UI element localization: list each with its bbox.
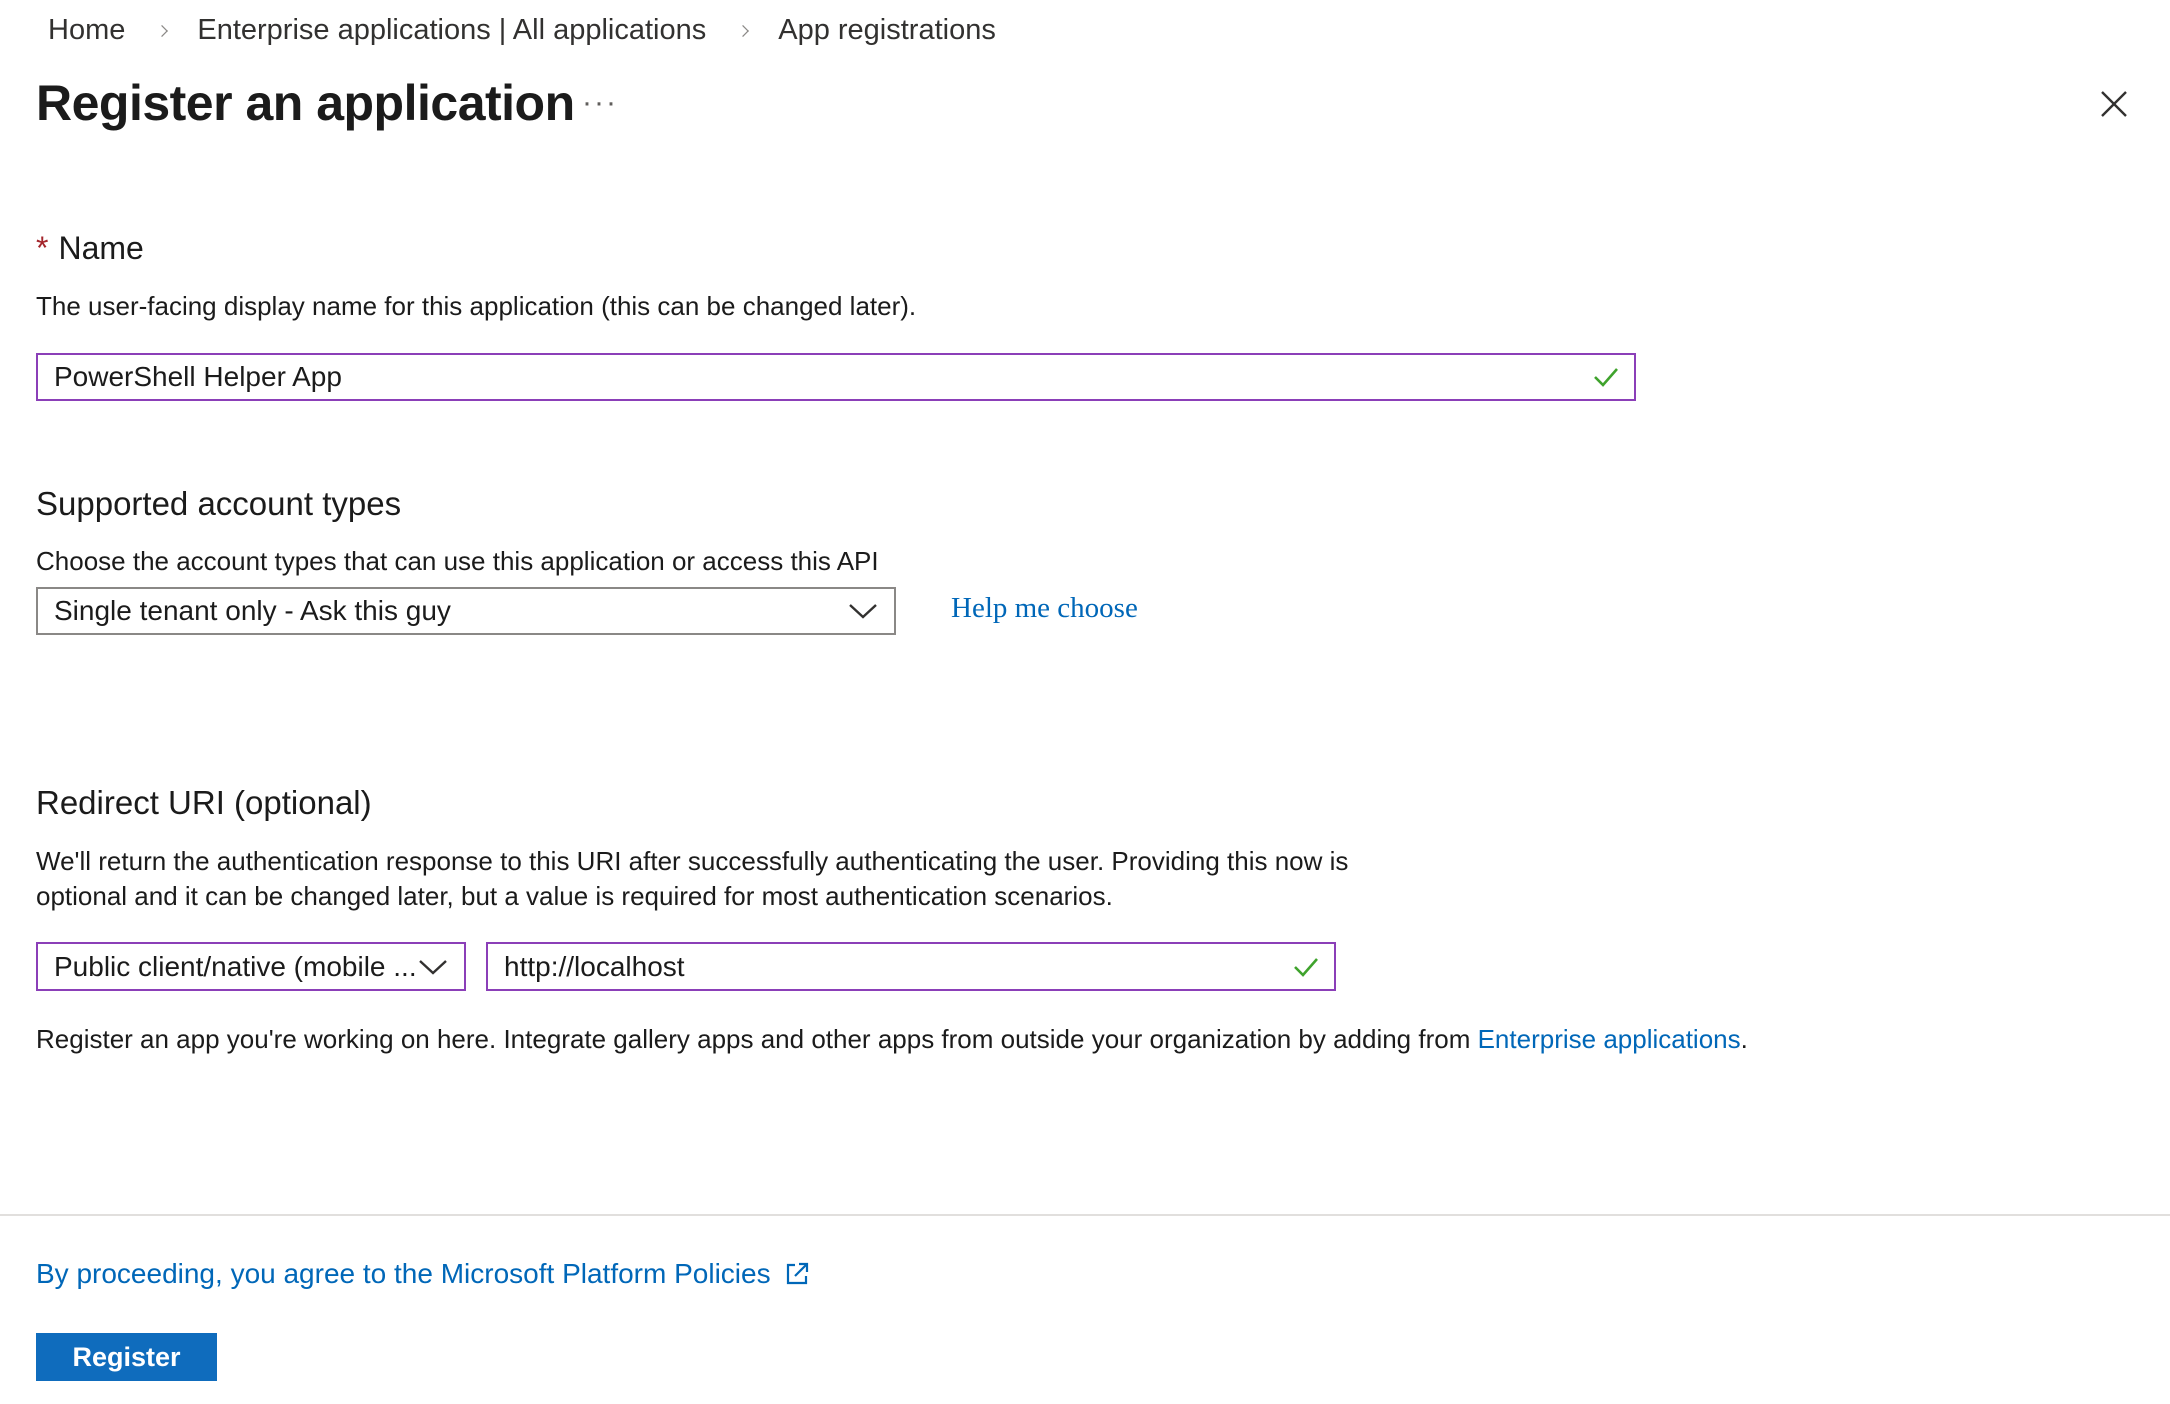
name-description: The user-facing display name for this application (this can be changed later). bbox=[36, 291, 917, 321]
chevron-right-icon bbox=[737, 25, 749, 37]
register-note-end: . bbox=[1740, 1024, 1748, 1054]
account-types-selected: Single tenant only - Ask this guy bbox=[54, 595, 451, 626]
more-icon[interactable]: ··· bbox=[582, 86, 618, 119]
breadcrumb-enterprise-applications[interactable]: Enterprise applications | All applications bbox=[197, 14, 707, 46]
checkmark-icon bbox=[1292, 953, 1320, 981]
page-title: Register an application bbox=[36, 75, 575, 131]
register-note-text: Register an app you're working on here. Integrate gallery apps and other apps from outside your organization by adding from bbox=[36, 1024, 1478, 1054]
redirect-uri-value: http://localhost bbox=[504, 950, 685, 982]
redirect-uri-title: Redirect URI (optional) bbox=[36, 784, 372, 821]
footer-divider bbox=[0, 1214, 2170, 1216]
platform-selected: Public client/native (mobile ... bbox=[54, 950, 417, 982]
breadcrumb-home[interactable]: Home bbox=[48, 14, 126, 46]
enterprise-applications-link[interactable]: Enterprise applications bbox=[1477, 1024, 1741, 1054]
required-marker: * bbox=[36, 230, 49, 266]
account-types-title: Supported account types bbox=[36, 485, 402, 522]
help-me-choose-link[interactable]: Help me choose bbox=[951, 592, 1138, 624]
register-button[interactable]: Register bbox=[36, 1333, 217, 1381]
name-input-value: PowerShell Helper App bbox=[54, 361, 342, 392]
checkmark-icon bbox=[1592, 363, 1620, 391]
breadcrumb-app-registrations[interactable]: App registrations bbox=[778, 14, 996, 46]
redirect-description-line2: optional and it can be changed later, but a value is required for most authentication scenarios. bbox=[36, 881, 1113, 911]
name-label-text: Name bbox=[58, 230, 144, 266]
close-icon[interactable] bbox=[2098, 88, 2130, 120]
register-note bbox=[36, 1024, 1748, 1055]
platform-dropdown[interactable] bbox=[36, 942, 466, 991]
account-types-description: Choose the account types that can use this application or access this API bbox=[36, 546, 879, 576]
redirect-uri-input[interactable] bbox=[486, 942, 1336, 991]
breadcrumb bbox=[48, 14, 996, 47]
name-label bbox=[36, 230, 144, 267]
redirect-description-line1: We'll return the authentication response to this URI after successfully authenticating the user. Providing this now is bbox=[36, 846, 1349, 876]
chevron-right-icon bbox=[156, 25, 168, 37]
chevron-down-icon bbox=[848, 602, 878, 620]
platform-policies-link[interactable] bbox=[36, 1258, 811, 1290]
external-link-icon bbox=[783, 1260, 811, 1288]
chevron-down-icon bbox=[418, 958, 448, 976]
platform-policies-text: By proceeding, you agree to the Microsoft Platform Policies bbox=[36, 1258, 771, 1289]
account-types-dropdown[interactable] bbox=[36, 587, 896, 635]
name-input[interactable] bbox=[36, 353, 1636, 401]
